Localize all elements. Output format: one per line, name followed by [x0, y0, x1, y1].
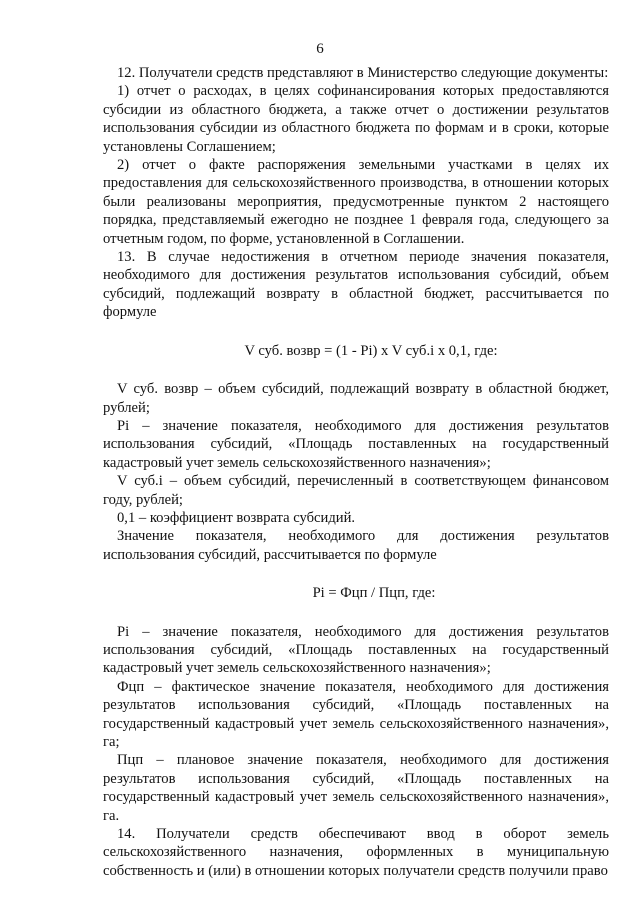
document-body — [103, 64, 609, 880]
formula-subsidy-return: V суб. возвр = (1 - Pi) x V суб.i x 0,1, где: — [244, 342, 498, 359]
page-number: 6 — [316, 41, 324, 57]
definition-coefficient: 0,1 – коэффициент возврата субсидий. — [117, 509, 356, 526]
indicator-calculation-intro: Значение показателя, необходимого для достижения результатов использования субсидий, рассчитывается по формуле — [103, 528, 609, 563]
definition-pcp: Пцп – плановое значение показателя, необходимого для достижения результатов использования субсидий, «Площадь поставленных на государственный кадастровый учет земель сельскохозяйственного назначения», га. — [103, 752, 609, 824]
definition-v-sub-i: V суб.i – объем субсидий, перечисленный в соответствующем финансовом году, рублей; — [103, 473, 609, 508]
formula-indicator: Pi = Фцп / Пцп, где: — [312, 585, 436, 602]
definition-pi: Pi – значение показателя, необходимого для достижения результатов использования субсидий, «Площадь поставленных на государственный кадастровый учет земель сельскохозяйственного назначения»; — [103, 417, 609, 471]
paragraph-12-item-2: 2) отчет о факте распоряжения земельными участками в целях их предоставления для сельскохозяйственного производства, в отношении которых были реализованы мероприятия, предусмотренные пунктом 2 настоящего порядка, представляемый ежегодно не позднее 1 февраля года, следующего за отчетным годом, по форме, установленной в Соглашении. — [103, 157, 609, 247]
paragraph-12-item-1: 1) отчет о расходах, в целях софинансирования которых предоставляются субсидии из областного бюджета, а также отчет о достижении результатов использования субсидии из областного бюджета по формам и в сроки, которые установлены Соглашением; — [103, 83, 609, 155]
paragraph-12: 12. Получатели средств представляют в Министерство следующие документы: — [117, 65, 609, 81]
paragraph-14: 14. Получатели средств обеспечивают ввод в оборот земель сельскохозяйственного назначения, оформленных в муниципальную собственность и (или) в отношении которых получатели средств получили право — [103, 826, 609, 879]
definition-fcp: Фцп – фактическое значение показателя, необходимого для достижения результатов использования субсидий, «Площадь поставленных на государственный кадастровый учет земель сельскохозяйственного назначения», га; — [103, 678, 609, 750]
definition-v-sub-return: V суб. возвр – объем субсидий, подлежащий возврату в областной бюджет, рублей; — [103, 381, 609, 416]
definition-pi-2: Pi – значение показателя, необходимого для достижения результатов использования субсидий, «Площадь поставленных на государственный кадастровый учет земель сельскохозяйственного назначения»; — [103, 623, 609, 677]
paragraph-13: 13. В случае недостижения в отчетном периоде значения показателя, необходимого для достижения результатов использования субсидий, объем субсидий, подлежащий возврату в областной бюджет, рассчитывается по формуле — [103, 249, 609, 321]
